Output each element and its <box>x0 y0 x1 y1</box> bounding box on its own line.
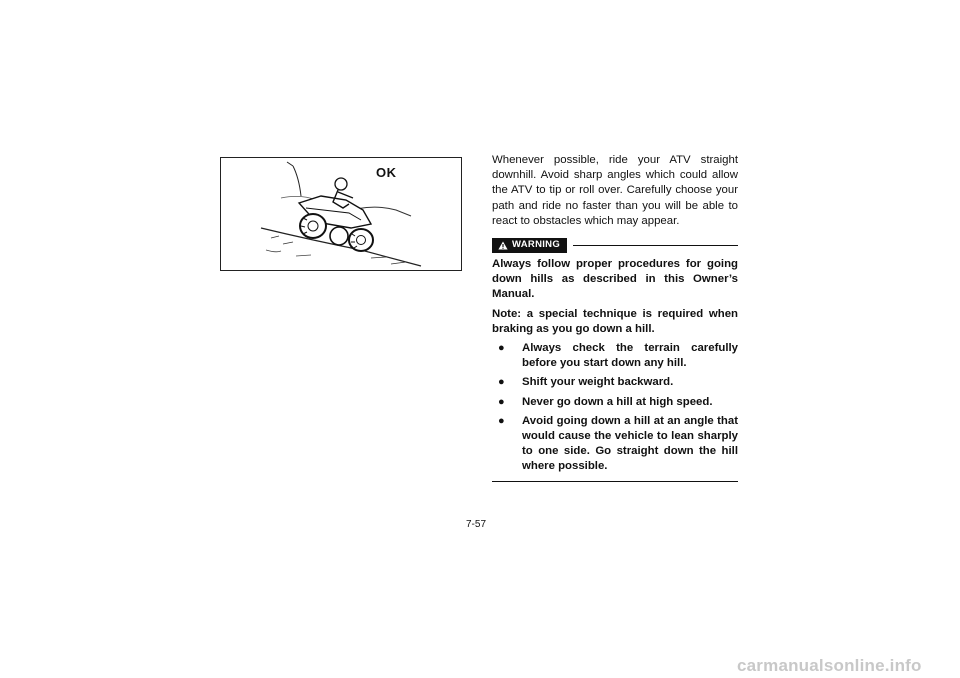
warning-label: WARNING <box>512 239 561 251</box>
bullet-icon: ● <box>498 414 505 427</box>
list-item <box>492 414 738 475</box>
bullet-text: Never go down a hill at high speed. <box>522 395 713 408</box>
ok-label: OK <box>376 165 397 180</box>
bullet-text: Avoid going down a hill at an angle that would cause the vehicle to lean sharply to one side. Go straight down the hill where possible. <box>522 414 738 473</box>
intro-paragraph: Whenever possible, ride your ATV straight downhill. Avoid sharp angles which could allow the ATV to tip or roll over. Carefully choose your path and ride no faster than you will be able to react to obstacles which may appear. <box>492 154 738 227</box>
bullet-text: Shift your weight backward. <box>522 376 674 389</box>
warning-triangle-icon <box>498 241 508 250</box>
bullet-icon: ● <box>498 376 505 389</box>
list-item <box>492 375 738 390</box>
bullet-icon: ● <box>498 395 505 408</box>
bullet-text: Always check the terrain carefully before you start down any hill. <box>522 342 738 370</box>
atv-illustration-figure <box>220 157 462 271</box>
instruction-text-column <box>492 153 738 482</box>
warning-header <box>492 237 738 253</box>
atv-downhill-illustration-icon <box>221 158 461 270</box>
watermark: carmanualsonline.info <box>737 656 922 675</box>
list-item <box>492 341 738 371</box>
warning-rule <box>573 245 738 246</box>
warning-end-rule <box>492 481 738 482</box>
bullet-icon: ● <box>498 342 505 355</box>
page-number: 7-57 <box>466 519 487 530</box>
warning-paragraph-1: Always follow proper procedures for going down hills as described in this Owner’s Manual. <box>492 258 738 301</box>
warning-bullet-list <box>492 341 738 475</box>
warning-paragraph-2: Note: a special technique is required when braking as you go down a hill. <box>492 307 738 335</box>
warning-badge <box>492 238 567 253</box>
list-item <box>492 395 738 410</box>
